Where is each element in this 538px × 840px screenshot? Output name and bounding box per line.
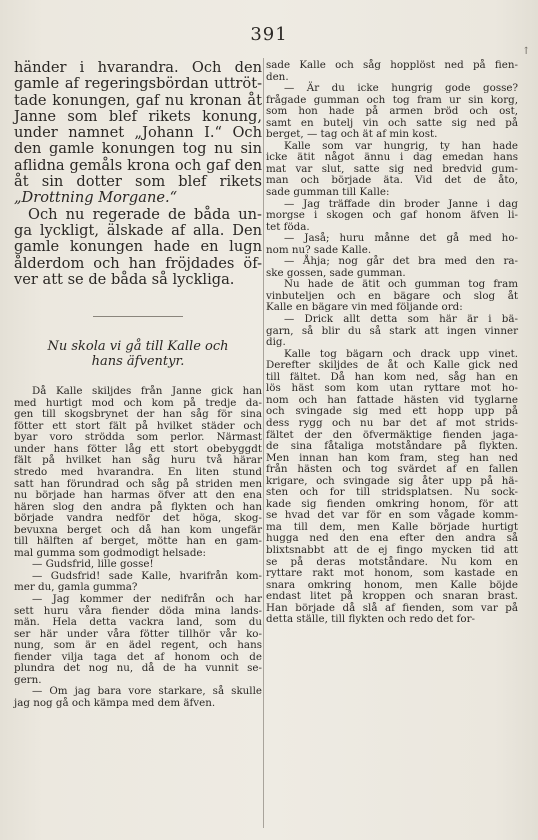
text-line: fiender vilja taga det af honom och de xyxy=(14,650,262,663)
text-line: mal gumma som godmodigt helsade: xyxy=(14,546,206,559)
text-line: garn, så blir du så stark att ingen vinner xyxy=(266,324,518,337)
story-text xyxy=(14,386,262,709)
text-line: „Drottning Morgane.“ xyxy=(14,189,178,207)
text-line: se hvad det var för en som vågade komm- xyxy=(266,509,518,522)
text-line: bevuxna berget och då han kom ungefär xyxy=(14,523,262,536)
page-number: 391 xyxy=(250,24,288,45)
text-line: frågade gumman och tog fram ur sin korg, xyxy=(266,93,518,106)
text-line: till fältet. Då han kom ned, såg han en xyxy=(266,370,518,383)
text-line: den. xyxy=(266,70,289,83)
text-line: Nu hade de ätit och gumman tog fram xyxy=(284,278,518,291)
text-line: Janne som blef rikets konung, xyxy=(14,107,262,125)
text-line: de sina fåtaliga motståndare på flykten. xyxy=(266,440,518,453)
text-line: mer du, gamla gumma? xyxy=(14,581,138,594)
text-line: Derefter skiljdes de åt och Kalle gick ned xyxy=(266,359,518,372)
text-line: fältet der den öfvermäktige fienden jaga- xyxy=(266,428,518,441)
text-line: morgse i skogen och gaf honom äfven li- xyxy=(266,209,518,222)
text-line: ryttare rakt mot honom, som kastade en xyxy=(266,567,518,580)
text-line: till hälften af berget, mötte han en gam- xyxy=(14,535,262,548)
text-line: gen till skogsbrynet der han såg för sina xyxy=(14,408,262,421)
text-line: Han började då slå af fienden, som var på xyxy=(266,601,518,614)
text-line: fötter ett stort fält på hvilket städer och xyxy=(14,419,262,432)
text-line: ga lyckligt, älskade af alla. Den xyxy=(14,221,262,239)
text-line: med hurtigt mod och kom på tredje da- xyxy=(14,396,262,409)
text-line: detta ställe, till flykten och redo det for- xyxy=(266,613,475,626)
text-line: den gamle konungen tog nu sin xyxy=(14,140,262,158)
text-line: endast litet på kroppen och snaran brast. xyxy=(266,590,518,603)
text-line: sade gumman till Kalle: xyxy=(266,186,390,199)
text-line: Kalle som var hungrig, ty han hade xyxy=(284,139,518,152)
intro-paragraph xyxy=(14,60,262,288)
text-line: man och började äta. Vid det de åto, xyxy=(266,174,518,187)
text-line: — Drick allt detta som här är i bä- xyxy=(284,313,518,326)
text-line: sten och for till stridsplatsen. Nu sock- xyxy=(266,486,518,499)
text-line: ålderdom och han fröjdades öf- xyxy=(14,254,262,272)
text-line: satt han förundrad och såg på striden men xyxy=(14,477,262,490)
text-line: åt sin dotter som blef rikets xyxy=(14,173,262,191)
text-line: krigare, och svingade sig åter upp på hä- xyxy=(266,474,518,487)
text-line: jag nog gå och kämpa med dem äfven. xyxy=(14,696,216,709)
text-line: berget, — tag och ät af min kost. xyxy=(266,128,438,141)
text-line: nom och han fattade hästen vid tyglarne xyxy=(266,393,518,406)
text-line: snara omkring honom, men Kalle böjde xyxy=(266,578,518,591)
text-line: Då Kalle skiljdes från Janne gick han xyxy=(32,385,262,398)
text-line: fält på hvilket han såg huru två härar xyxy=(14,454,262,467)
left-column xyxy=(14,60,262,709)
text-line: — Jag träffade din broder Janne i dag xyxy=(284,197,518,210)
text-line: — Jaså; huru månne det gå med ho- xyxy=(284,232,518,245)
text-line: under hans fötter låg ett stort obebyggdt xyxy=(14,442,262,455)
text-line: hugga ned den ena efter den andra så xyxy=(266,532,518,545)
text-line: händer i hvarandra. Och den xyxy=(14,59,262,76)
text-line: från hästen och tog svärdet af en fallen xyxy=(266,463,518,476)
text-line: gern. xyxy=(14,673,42,686)
right-column xyxy=(266,60,518,626)
heading-line: hans äfventyr. xyxy=(91,354,185,370)
text-line: gamle af regeringsbördan uttröt- xyxy=(14,75,262,93)
text-line: aflidna gemåls krona och gaf den xyxy=(14,156,262,174)
text-line: kade sig fienden omkring honom, för att xyxy=(266,497,518,510)
text-line: tade konungen, gaf nu kronan åt xyxy=(14,91,262,109)
chapter-heading xyxy=(14,339,262,369)
text-line: Kalle en bägare vin med följande ord: xyxy=(266,301,463,314)
text-line: började vandra nedför det höga, skog- xyxy=(14,512,262,525)
text-line: — Gudsfrid, lille gosse! xyxy=(32,558,154,571)
section-separator xyxy=(93,316,183,317)
text-line: — Åhja; nog går det bra med den ra- xyxy=(284,255,518,268)
text-line: ser här under våra fötter tillhör vår ko- xyxy=(14,627,262,640)
text-line: nom nu? sade Kalle. xyxy=(266,243,372,256)
text-line: sett huru våra fiender döda mina lands- xyxy=(14,604,262,617)
text-line: icke ätit något ännu i dag emedan hans xyxy=(266,151,518,164)
text-line: stredo med hvarandra. En liten stund xyxy=(14,465,262,478)
text-line: — Gudsfrid! sade Kalle, hvarifrån kom- xyxy=(32,569,262,582)
text-line: — Är du icke hungrig gode gosse? xyxy=(284,82,518,95)
text-line: — Om jag bara vore starkare, så skulle xyxy=(32,685,262,698)
text-line: byar voro strödda som perlor. Närmast xyxy=(14,431,262,444)
text-line: nung, som är en ädel regent, och hans xyxy=(14,639,262,652)
text-line: och svingade sig med ett hopp upp på xyxy=(266,405,518,418)
text-line: dess rygg och nu bar det af mot strids- xyxy=(266,416,518,429)
text-line: vinbuteljen och en bägare och slog åt xyxy=(266,289,518,302)
text-line: dig. xyxy=(266,336,286,349)
text-line: gamle konungen hade en lugn xyxy=(14,238,262,256)
text-line: ver att se de båda så lyckliga. xyxy=(14,270,235,288)
text-line: ma till dem, men Kalle började hurtigt xyxy=(266,520,518,533)
column-divider xyxy=(263,58,264,828)
text-line: sade Kalle och såg hopplöst ned på fien- xyxy=(266,59,518,71)
text-line: tet föda. xyxy=(266,220,310,233)
text-line: samt en butelj vin och satte sig ned på xyxy=(266,116,518,129)
text-line: — Jag kommer der nedifrån och har xyxy=(32,593,262,605)
text-line: under namnet „Johann I.“ Och xyxy=(14,124,262,142)
text-line: hären slog den andra på flykten och han xyxy=(14,500,262,513)
heading-line: Nu skola vi gå till Kalle och xyxy=(47,339,229,355)
text-line: ske gossen, sade gumman. xyxy=(266,266,406,279)
text-line: Kalle tog bägarn och drack upp vinet. xyxy=(284,347,518,360)
text-line: lös häst som kom utan ryttare mot ho- xyxy=(266,382,518,395)
text-line: nu började han harmas öfver att den ena xyxy=(14,489,262,502)
text-line: män. Hela detta vackra land, som du xyxy=(14,616,262,629)
text-line: mat var slut, satte sig ned bredvid gum- xyxy=(266,162,518,175)
text-line: som hon hade på armen bröd och ost, xyxy=(266,105,518,118)
text-line: se på deras motståndare. Nu kom en xyxy=(266,555,518,568)
text-line: Men innan han kom fram, steg han ned xyxy=(266,451,518,464)
text-line: plundra det nog nu, då de ha vunnit se- xyxy=(14,662,262,675)
margin-mark: ↑ xyxy=(522,46,531,57)
text-line: blixtsnabbt att de ej fingo mycken tid att xyxy=(266,543,518,556)
text-line: Och nu regerade de båda un- xyxy=(28,205,262,223)
